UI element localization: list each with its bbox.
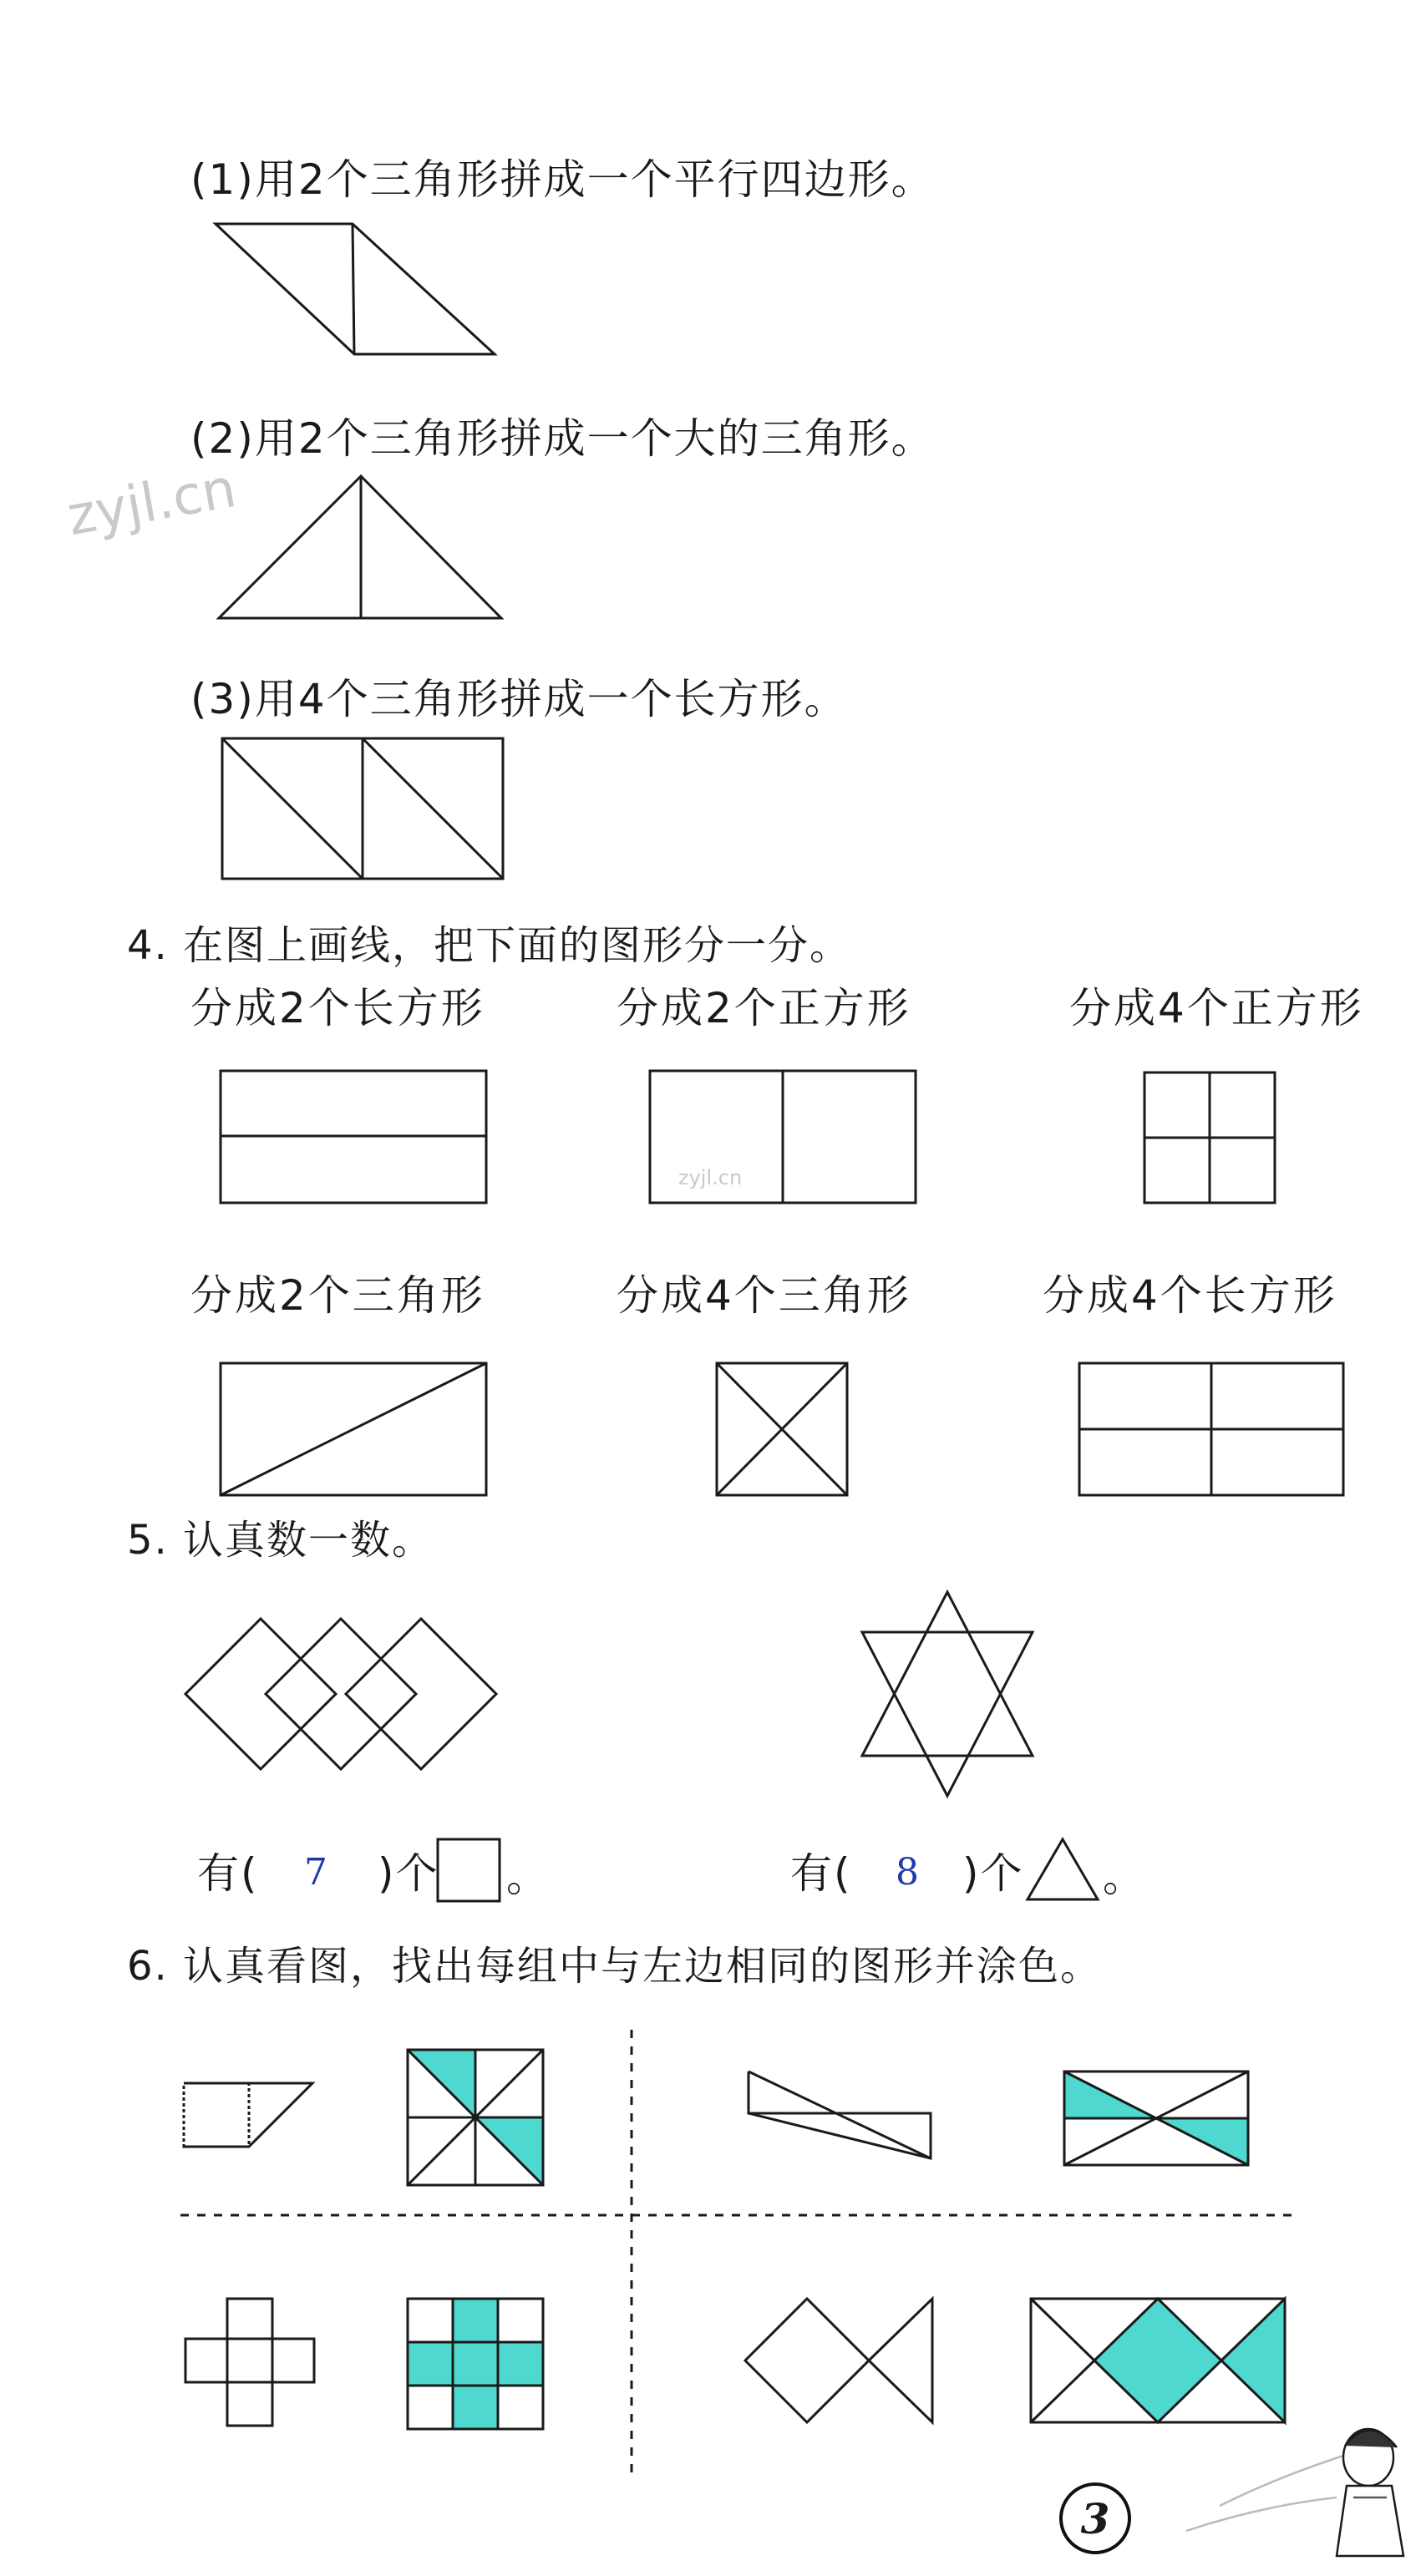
q6-title: 6. 认真看图，找出每组中与左边相同的图形并涂色。 xyxy=(127,1943,1103,1990)
q6-g3-answer-grid xyxy=(408,2299,543,2429)
q6-g1-answer-grid xyxy=(408,2050,543,2185)
q5-overlapping-squares xyxy=(185,1619,496,1769)
q4-label-2: 分成2个正方形 xyxy=(617,984,911,1032)
q5-right-prefix: 有( xyxy=(790,1849,852,1898)
watermark-small: zyjl.cn xyxy=(678,1166,743,1189)
boy-illustration xyxy=(1186,2429,1403,2556)
q4-label-4: 分成2个三角形 xyxy=(190,1271,485,1320)
q4-shape-4-squares xyxy=(1144,1072,1275,1203)
item-3-text: (3)用4个三角形拼成一个长方形。 xyxy=(190,675,848,723)
q4-title: 4. 在图上画线，把下面的图形分一分。 xyxy=(127,922,852,969)
q4-label-5: 分成4个三角形 xyxy=(617,1271,911,1320)
rectangle-4-triangles-figure xyxy=(222,738,503,879)
q6-g2-answer-grid xyxy=(1064,2071,1248,2165)
item-2-text: (2)用2个三角形拼成一个大的三角形。 xyxy=(190,414,935,463)
q6-g1-reference-shape xyxy=(184,2083,312,2147)
q4-shape-2-squares xyxy=(650,1071,916,1203)
q5-right-end: 。 xyxy=(1103,1853,1146,1901)
q4-shape-4-triangles xyxy=(717,1363,847,1495)
q4-label-3: 分成4个正方形 xyxy=(1069,984,1364,1032)
q5-right-suffix: )个 xyxy=(962,1849,1024,1898)
q4-label-1: 分成2个长方形 xyxy=(190,984,485,1032)
q6-g3-reference-shape xyxy=(185,2299,314,2426)
watermark: zyjl.cn xyxy=(63,457,241,549)
q5-six-pointed-star xyxy=(862,1592,1033,1796)
q6-g4-reference-shape xyxy=(745,2299,932,2422)
q5-left-end: 。 xyxy=(506,1853,550,1901)
q5-left-answer: 7 xyxy=(304,1851,327,1894)
item-1-text: (1)用2个三角形拼成一个平行四边形。 xyxy=(190,155,935,204)
q6-g4-answer-grid xyxy=(1031,2299,1285,2422)
q5-left-suffix: )个 xyxy=(378,1849,439,1898)
q5-left-prefix: 有( xyxy=(197,1849,259,1898)
big-triangle-figure xyxy=(219,476,501,618)
q5-title: 5. 认真数一数。 xyxy=(127,1517,434,1564)
q4-shape-2-triangles xyxy=(221,1363,486,1495)
parallelogram-figure xyxy=(216,224,495,354)
q4-shape-4-rectangles xyxy=(1079,1363,1343,1495)
q5-right-answer: 8 xyxy=(896,1851,919,1894)
q4-shape-2-rectangles xyxy=(221,1071,486,1203)
q4-label-6: 分成4个长方形 xyxy=(1043,1271,1337,1320)
page-number-text: 3 xyxy=(1080,2493,1110,2543)
square-shape-icon xyxy=(438,1839,500,1901)
q6-g2-reference-shape xyxy=(749,2071,931,2158)
triangle-shape-icon xyxy=(1028,1839,1098,1899)
